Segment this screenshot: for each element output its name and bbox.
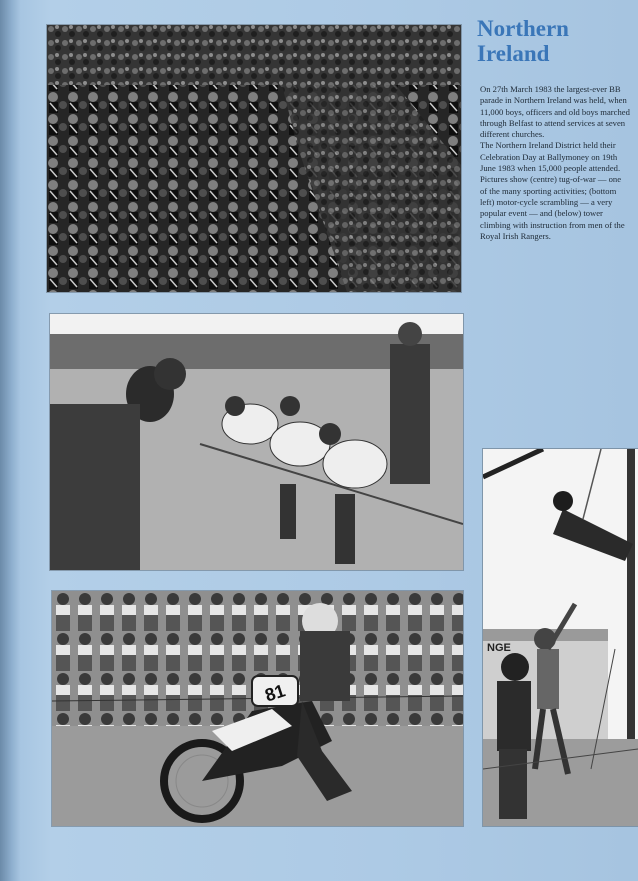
parade-photo	[47, 25, 461, 292]
article-paragraph-parade: On 27th March 1983 the largest-ever BB parade in Northern Ireland was held, when 11,000 boys, officers and old boys marched through Belfast to attend services at seven different churches.	[480, 84, 630, 140]
page-binding-shadow	[0, 0, 20, 881]
tug-of-war-photo	[50, 314, 463, 570]
article-title	[477, 16, 627, 66]
parade-photo-image	[47, 25, 461, 292]
tower-climbing-photo-image	[483, 449, 638, 826]
article-title-line-2: Ireland	[477, 41, 550, 66]
climbing-sign-text: NGE	[487, 642, 511, 654]
article-body	[480, 84, 630, 242]
tug-of-war-photo-image	[50, 314, 463, 570]
motocross-photo	[52, 591, 463, 826]
article-title-line-1: Northern	[477, 16, 569, 41]
motocross-race-number: 81	[262, 680, 288, 706]
tower-climbing-photo	[483, 449, 638, 826]
article-paragraph-celebration-day: The Northern Ireland District held their Celebration Day at Ballymoney on 19th June 1983 when 15,000 people attended. Pictures show (centre) tug-of-war — one of the many sporting activities; (bottom left) motor-cycle scrambling — a very popular event — and (below) tower climbing with instruction from men of the Royal Irish Rangers.	[480, 140, 625, 241]
motocross-photo-image	[52, 591, 463, 826]
